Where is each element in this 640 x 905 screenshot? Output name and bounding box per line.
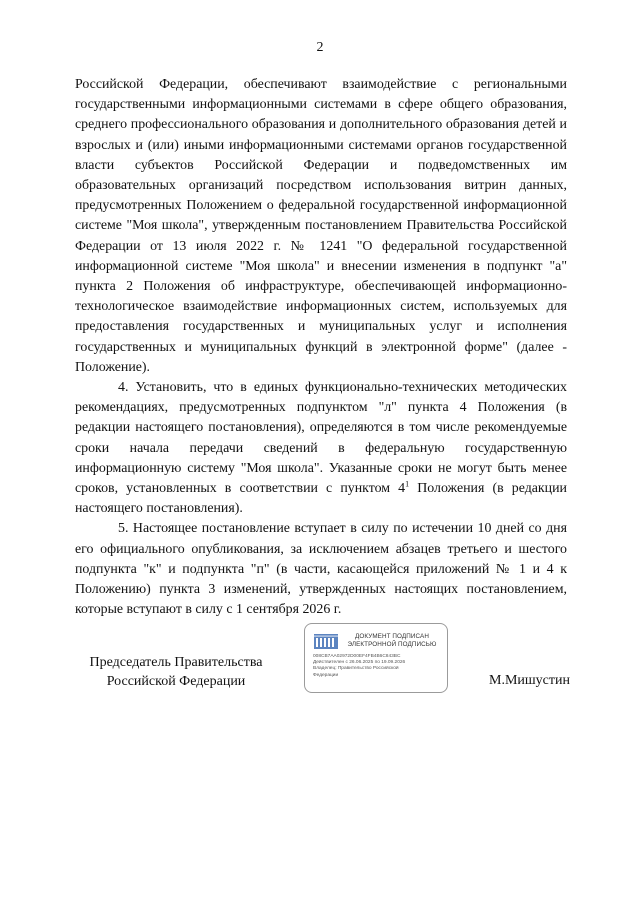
stamp-owner-line1: Владелец: Правительство Российской (313, 666, 399, 672)
electronic-signature-stamp (304, 623, 448, 693)
stamp-certificate: 008CB7AA02972D00EF4FB4B6C843BC (313, 654, 401, 659)
signer-title-line2: Российской Федерации (106, 674, 246, 689)
paragraph-item-4 (75, 378, 567, 519)
stamp-validity: Действителен с 26.06.2025 по 19.09.2026 (313, 660, 406, 666)
document-body (75, 75, 567, 620)
signer-title-line1: Председатель Правительства (89, 655, 263, 670)
paragraph-continuation: Российской Федерации, обеспечивают взаимодействие с региональными государственными информационными системами в сфере общего образования, среднего профессионального образования и дополнительного образования детей и взрослых и (или) иными информационными системами органов государственной власти субъектов Российской Федерации и подведомственных им образовательных организаций посредством использования витрин данных, предусмотренных Положением о федеральной государственной информационной системе "Моя школа", утвержденным постановлением Правительства Российской Федерации от 13 июля 2022 г. № 1241 "О федеральной государственной информационной системе "Моя школа" и внесении изменения в подпункт "а" пункта 2 Положения об инфраструктуре, обеспечивающей информационно-технологическое взаимодействие информационных систем, используемых для предоставления государственных и муниципальных услуг и исполнения государственных и муниципальных функций в электронной форме" (далее - Положение). (75, 77, 567, 375)
stamp-details (313, 654, 443, 679)
signer-title (76, 653, 276, 691)
stamp-title-line1: ДОКУМЕНТ ПОДПИСАН (355, 633, 429, 640)
stamp-title-line2: ЭЛЕКТРОННОЙ ПОДПИСЬЮ (347, 640, 437, 648)
stamp-owner-line2: Федерации (313, 672, 339, 678)
signer-name: М.Мишустин (489, 673, 570, 688)
stamp-title (341, 633, 443, 648)
government-building-icon (313, 632, 339, 650)
superscript-reference: 1 (405, 479, 410, 489)
paragraph-item-4-text: 4. Установить, что в единых функционально-технических методических рекомендациях, предусмотренных подпунктом "л" пункта 4 Положения (в редакции настоящего постановления), определяются в том числе рекомендуемые сроки начала передачи сведений в федеральную государственную информационную систему "Моя школа". Указанные сроки не могут быть менее сроков, установленных в соответствии с пунктом 4 (75, 380, 567, 497)
paragraph-item-4-tail: Положения (в редакции настоящего постановления). (75, 481, 567, 517)
page-number: 2 (316, 40, 324, 55)
paragraph-item-5: 5. Настоящее постановление вступает в силу по истечении 10 дней со дня его официального опубликования, за исключением абзацев третьего и шестого подпункта "к" и подпункта "п" (в части, касающейся приложений № 1 и 4 к Положению) пункта 3 изменений, утвержденных настоящих постановлением, которые вступают в силу с 1 сентября 2026 г. (75, 521, 567, 618)
